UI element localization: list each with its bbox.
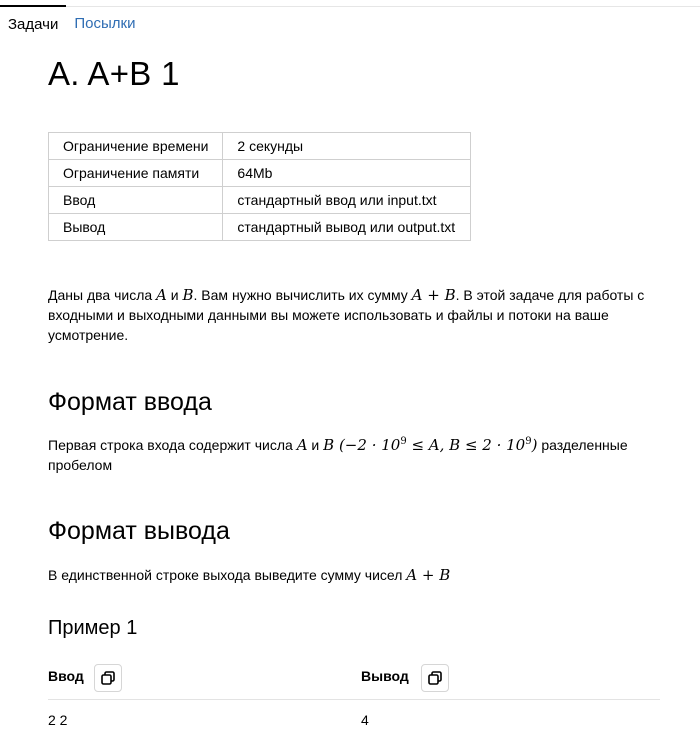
example-io-header: [48, 663, 660, 693]
statement-text: . Вам нужно вычислить их сумму: [193, 287, 412, 303]
tab-submissions[interactable]: Посылки: [74, 15, 136, 32]
statement-text: и: [166, 287, 183, 303]
math-exponent: 9: [400, 436, 407, 447]
math-var-a: A: [296, 436, 308, 454]
limit-value-time: 2 секунды: [223, 133, 471, 160]
input-format-text-part: и: [307, 437, 324, 453]
math-constraint-part: (−2 · 10: [334, 436, 401, 454]
example-heading: Пример 1: [48, 617, 138, 639]
math-constraint-part: ): [531, 436, 538, 454]
limit-key-time: Ограничение времени: [49, 133, 223, 160]
limit-key-output: Вывод: [49, 214, 223, 241]
limit-key-input: Ввод: [49, 187, 223, 214]
copy-icon: [101, 671, 115, 685]
math-var-b: B: [323, 436, 335, 454]
math-constraint-part: ≤ A, B ≤ 2 · 10: [406, 436, 526, 454]
copy-output-button[interactable]: [421, 664, 449, 692]
example-input-value: 2 2: [48, 712, 68, 728]
output-format-text: [48, 565, 660, 585]
input-format-text: [48, 435, 660, 475]
problem-statement: [48, 285, 660, 345]
limit-value-output: стандартный вывод или output.txt: [223, 214, 471, 241]
limits-table: [48, 132, 471, 241]
tab-problems[interactable]: Задачи: [0, 5, 66, 43]
copy-input-button[interactable]: [94, 664, 122, 692]
math-constraint: [334, 436, 537, 454]
input-format-text-part: Первая строка входа содержит числа: [48, 437, 297, 453]
input-format-heading: Формат ввода: [48, 388, 212, 416]
example-input-label: Ввод: [48, 668, 84, 684]
limit-value-input: стандартный ввод или input.txt: [223, 187, 471, 214]
math-exponent: 9: [525, 436, 532, 447]
limit-key-memory: Ограничение памяти: [49, 160, 223, 187]
output-format-heading: Формат вывода: [48, 517, 230, 545]
table-row: [49, 214, 471, 241]
output-format-text-part: В единственной строке выхода выведите сумму чисел: [48, 567, 407, 583]
problem-title: A. A+B 1: [48, 55, 180, 92]
math-var-a: A: [156, 286, 167, 304]
example-divider: [48, 699, 660, 700]
table-row: [49, 160, 471, 187]
input-format-text-part: разделенные пробелом: [48, 437, 628, 473]
table-row: [49, 187, 471, 214]
math-sum: A + B: [411, 286, 456, 304]
statement-text: . В этой задаче для работы с входными и выходными данными вы можете использовать и файлы и потоки на ваше усмотрение.: [48, 287, 645, 343]
math-var-b: B: [182, 286, 194, 304]
table-row: [49, 133, 471, 160]
limit-value-memory: 64Mb: [223, 160, 471, 187]
math-sum: A + B: [406, 566, 451, 584]
tabs-bar: [0, 6, 143, 42]
copy-icon: [428, 671, 442, 685]
example-output-label: Вывод: [361, 668, 409, 684]
example-output-value: 4: [361, 712, 369, 728]
statement-text: Даны два числа: [48, 287, 157, 303]
